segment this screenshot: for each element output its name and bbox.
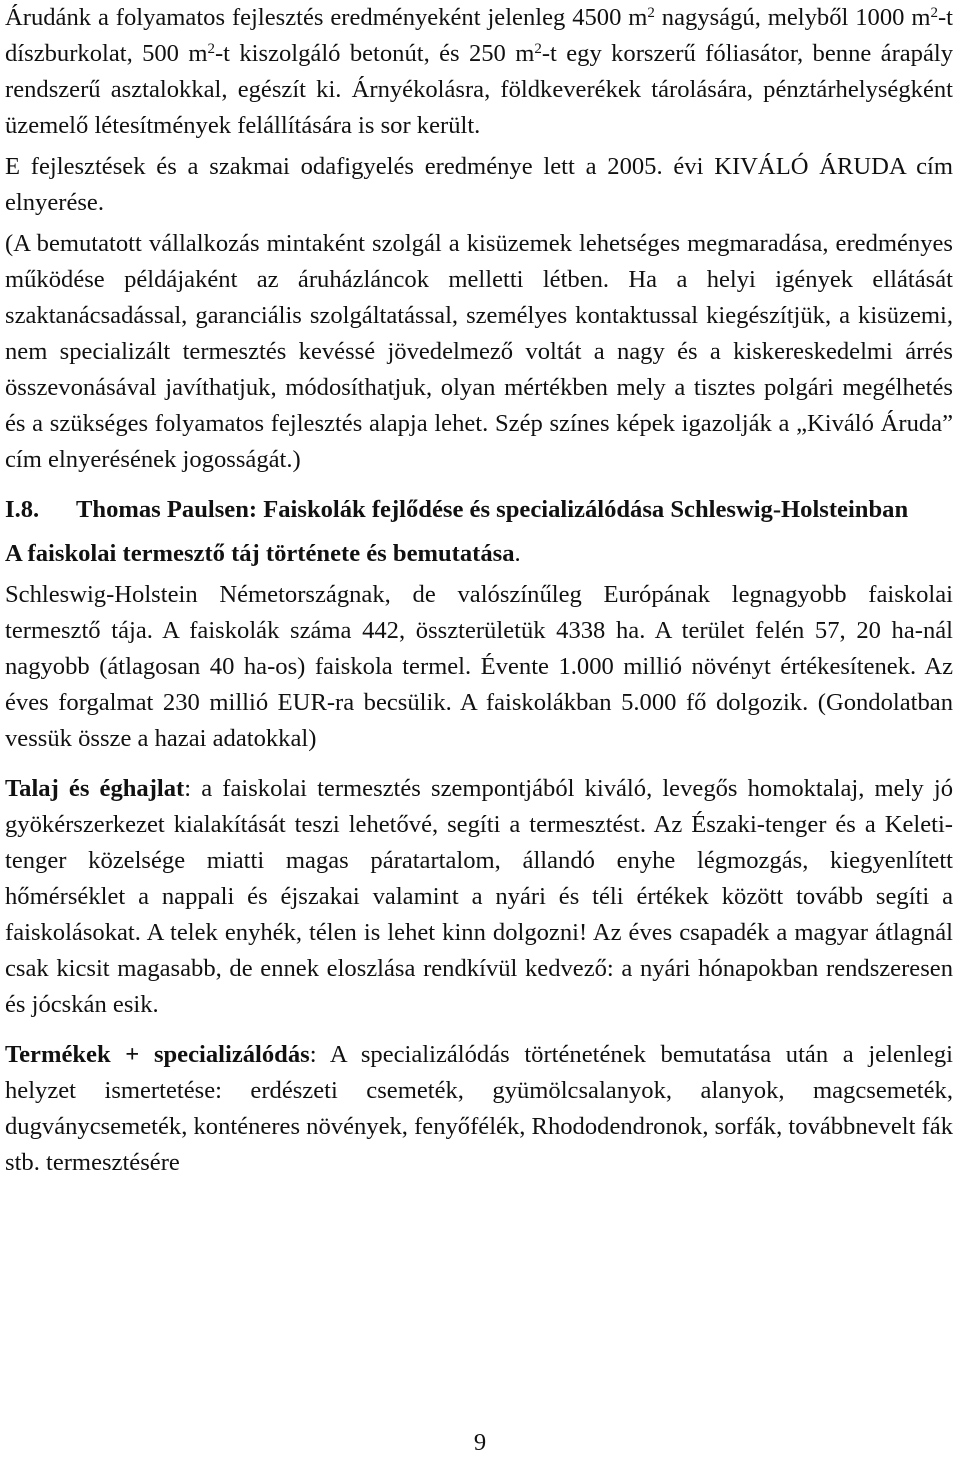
superscript: 2 bbox=[534, 40, 542, 57]
section-title: Thomas Paulsen: Faiskolák fejlődése és specializálódása Schleswig-Holsteinban bbox=[76, 496, 909, 523]
text-run: nagyságú, melyből 1000 m bbox=[654, 4, 931, 31]
page-number: 9 bbox=[473, 1429, 487, 1456]
subheading-bold: A faiskolai termesztő táj története és bemutatása bbox=[5, 540, 515, 567]
text-run: -t egy korszerű fóliasátor, benne árapály rendszerű asztalokkal, egészít ki. Árnyékolásra, földkeverékek tárolására, pénztárhelységként üzemelő létesítmények felállítására is sor került. bbox=[5, 40, 954, 139]
paragraph-label: Talaj és éghajlat bbox=[5, 775, 185, 802]
paragraph-body: : A specializálódás történetének bemutatása után a jelenlegi helyzet ismertetése: erdészeti csemeték, gyümölcsalanyok, alanyok, magcsemeték, dugványcsemeték, konténeres növények, fenyőfélék, Rhododendronok, sorfák, továbbnevelt fák stb. termesztésére bbox=[5, 1041, 953, 1176]
paragraph-body: : a faiskolai termesztés szempontjából kiváló, levegős homoktalaj, mely jó gyökérszerkezet kialakítását teszi lehetővé, segíti a termesztést. Az Északi-tenger és a Keleti-tenger közelsége miatti magas páratartalom, állandó enyhe légmozgás, kiegyenlített hőmérséklet a nappali és éjszakai valamint a nyári és téli értékek között tovább segíti a faiskolásokat. A telek enyhék, télen is lehet kinn dolgozni! Az éves csapadék a magyar átlagnál csak kicsit magasabb, de ennek eloszlása rendkívül kedvező: a nyári hónapokban rendszeresen és jócskán esik. bbox=[5, 775, 953, 1018]
paragraph-products bbox=[5, 1037, 953, 1181]
superscript: 2 bbox=[930, 4, 938, 21]
section-number: I.8. bbox=[5, 496, 40, 523]
subheading-tail: . bbox=[514, 540, 521, 567]
paragraph-small-business-note: (A bemutatott vállalkozás mintaként szolgál a kisüzemek lehetséges megmaradása, eredményes működése példájaként az áruházláncok melletti létben. Ha a helyi igények ellátását szaktanácsadással, garanciális szolgáltatással, személyes kontaktussal kiegészítjük, a kisüzemi, nem specializált termesztés kevéssé jövedelmező voltát a nagy és a kiskereskedelmi árrés összevonásával javíthatjuk, módosíthatjuk, olyan mértékben mely a tisztes polgári megélhetés és a szükséges folyamatos fejlesztés alapja lehet. Szép színes képek igazolják a „Kiváló Áruda” cím elnyerésének jogosságát.) bbox=[5, 230, 953, 473]
text-run: -t kiszolgáló betonút, és 250 m bbox=[214, 40, 535, 67]
paragraph-soil-climate bbox=[5, 771, 953, 1023]
paragraph-award: E fejlesztések és a szakmai odafigyelés eredménye lett a 2005. évi KIVÁLÓ ÁRUDA cím elnyerése. bbox=[5, 153, 953, 216]
superscript: 2 bbox=[207, 40, 215, 57]
document-page bbox=[5, 0, 953, 1181]
paragraph-region-overview: Schleswig-Holstein Németországnak, de valószínűleg Európának legnagyobb faiskolai termesztő tája. A faiskolák száma 442, összterületük 4338 ha. A terület felén 57, 20 ha-nál nagyobb (átlagosan 40 ha-os) faiskola termel. Évente 1.000 millió növényt értékesítenek. Az éves forgalmat 230 millió EUR-ra becsülik. A faiskolákban 5.000 fő dolgozik. (Gondolatban vessük össze a hazai adatokkal) bbox=[5, 581, 953, 752]
superscript: 2 bbox=[647, 4, 655, 21]
paragraph-facility-development bbox=[5, 0, 953, 144]
text-run: -t díszburkolat, 500 m bbox=[5, 4, 953, 67]
section-heading bbox=[5, 492, 953, 528]
subheading bbox=[5, 536, 953, 572]
text-run: Árudánk a folyamatos fejlesztés eredményeként jelenleg 4500 m bbox=[5, 4, 648, 31]
paragraph-label: Termékek + specializálódás bbox=[5, 1041, 310, 1068]
